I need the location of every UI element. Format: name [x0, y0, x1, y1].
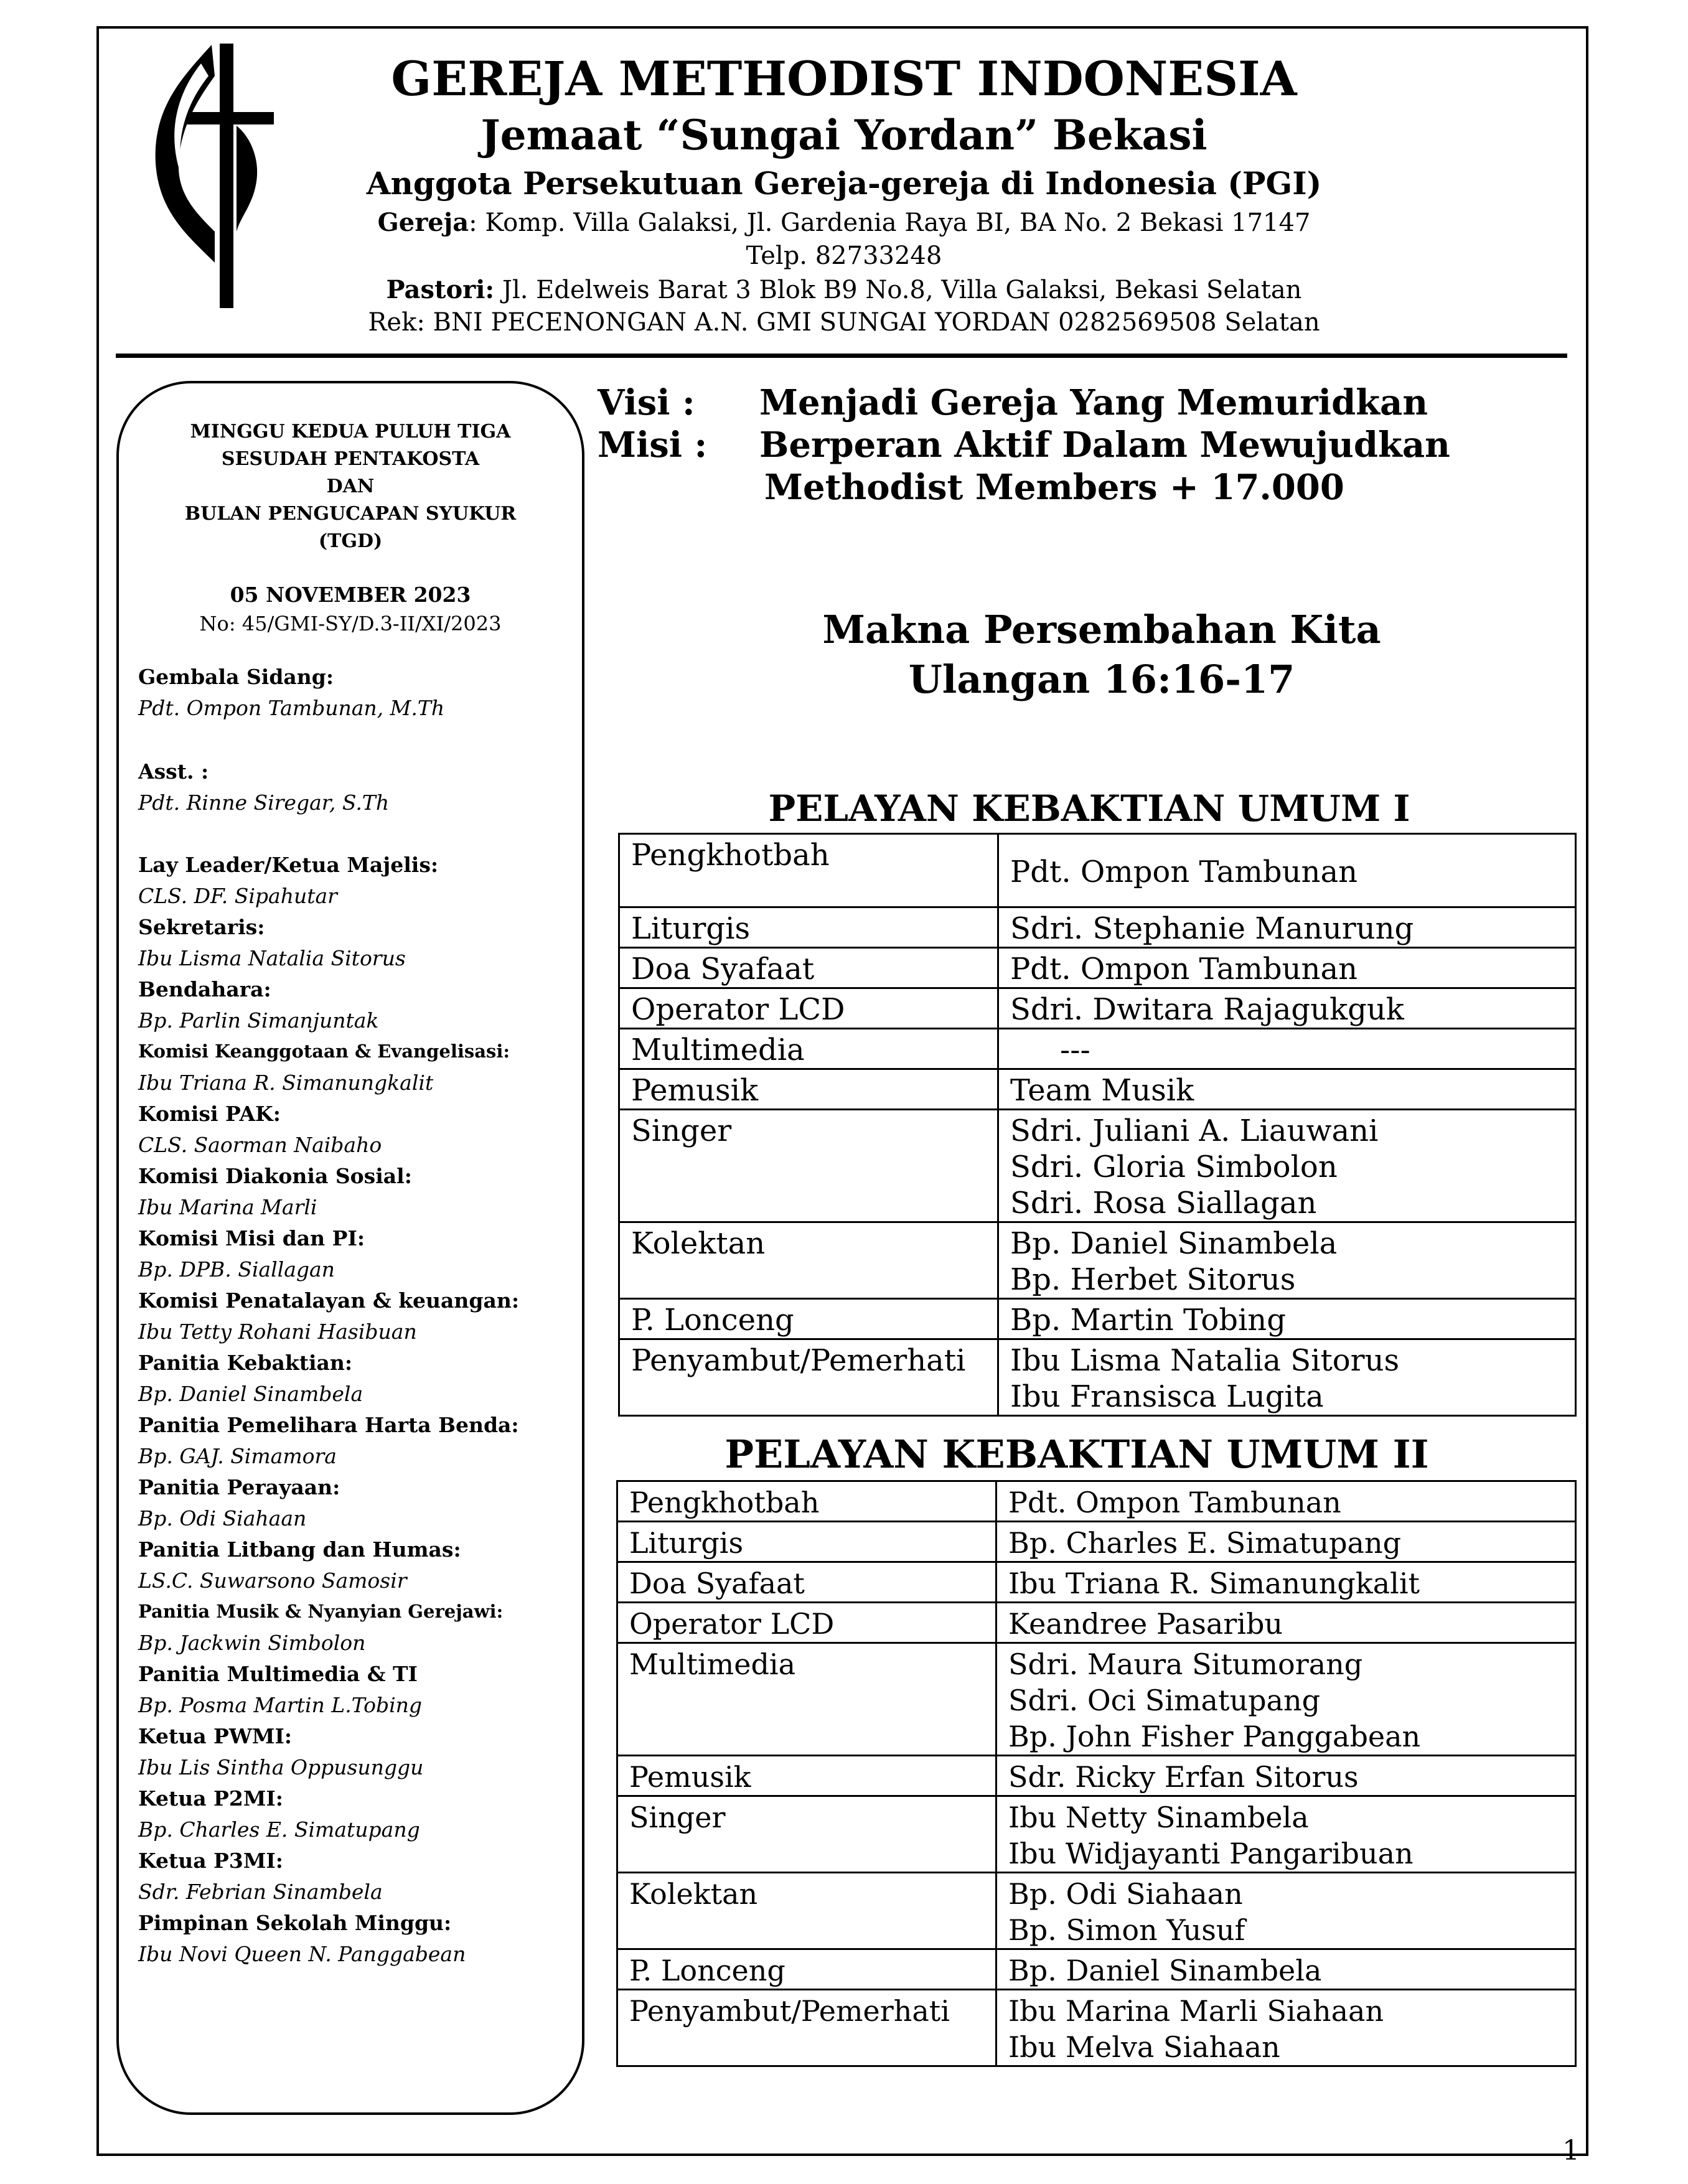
officer-name: Ibu Triana R. Simanungkalit — [138, 1071, 434, 1095]
names-cell — [996, 1481, 1576, 1522]
officer-title: Komisi Penatalayan & keuangan: — [138, 1288, 520, 1313]
bank-account-line: Rek: BNI PECENONGAN A.N. GMI SUNGAI YORDAN 0282569508 Selatan — [368, 308, 1320, 337]
names-cell — [998, 1069, 1576, 1110]
name-line: Ibu Triana R. Simanungkalit — [1008, 1567, 1420, 1600]
name-line: Ibu Marina Marli Siahaan — [1008, 1994, 1384, 2028]
names-cell — [998, 834, 1576, 907]
names-cell — [996, 1796, 1576, 1873]
officer-title: Pimpinan Sekolah Minggu: — [138, 1911, 452, 1935]
role-cell: Penyambut/Pemerhati — [619, 1339, 998, 1416]
vision-text: Menjadi Gereja Yang Memuridkan — [759, 382, 1428, 423]
parsonage-label: Pastori: — [386, 275, 495, 304]
officer-title: Panitia Litbang dan Humas: — [138, 1537, 461, 1562]
occasion-line: MINGGU KEDUA PULUH TIGA — [190, 421, 511, 443]
table-row — [617, 1643, 1576, 1756]
table-row — [619, 1069, 1576, 1110]
name-line: Bp. Charles E. Simatupang — [1008, 1526, 1402, 1560]
names-cell — [996, 1949, 1576, 1990]
name-line: Sdr. Ricky Erfan Sitorus — [1008, 1760, 1359, 1794]
role-cell: Operator LCD — [619, 988, 998, 1029]
officer-name: Pdt. Ompon Tambunan, M.Th — [138, 696, 445, 720]
name-line: Ibu Netty Sinambela — [1008, 1801, 1309, 1834]
table-row — [619, 1029, 1576, 1069]
occasion-line: BULAN PENGUCAPAN SYUKUR — [184, 503, 517, 525]
names-cell — [998, 948, 1576, 988]
officer-title: Panitia Pemelihara Harta Benda: — [138, 1413, 519, 1437]
names-cell — [998, 1339, 1576, 1416]
officer-title: Bendahara: — [138, 977, 271, 1001]
table-row — [619, 907, 1576, 948]
role-cell: Multimedia — [617, 1643, 996, 1756]
name-line: Bp. Herbet Sitorus — [1010, 1262, 1296, 1297]
mission-text-2: Methodist Members + 17.000 — [764, 467, 1344, 508]
table-row — [617, 1603, 1576, 1643]
officer-name: Ibu Tetty Rohani Hasibuan — [138, 1319, 417, 1344]
role-cell: Multimedia — [619, 1029, 998, 1069]
page-number: 1 — [1562, 2135, 1580, 2167]
name-line: Sdri. Juliani A. Liauwani — [1010, 1113, 1379, 1148]
officer-title: Gembala Sidang: — [138, 665, 334, 689]
officer-title: Komisi PAK: — [138, 1102, 281, 1126]
mission-label: Misi : — [598, 424, 708, 466]
table-row — [619, 1222, 1576, 1299]
names-cell — [998, 988, 1576, 1029]
table-row — [619, 988, 1576, 1029]
church-address-text: : Komp. Villa Galaksi, Jl. Gardenia Raya BI, BA No. 2 Bekasi 17147 — [469, 209, 1311, 237]
names-cell — [998, 1222, 1576, 1299]
names-cell — [996, 1643, 1576, 1756]
bulletin-number: No: 45/GMI-SY/D.3-II/XI/2023 — [199, 612, 502, 635]
officer-title: Panitia Perayaan: — [138, 1475, 340, 1499]
table-row — [619, 1110, 1576, 1222]
officer-name: Bp. Daniel Sinambela — [138, 1382, 363, 1406]
occasion-line: DAN — [326, 476, 375, 497]
role-cell: Penyambut/Pemerhati — [617, 1990, 996, 2066]
role-cell: P. Lonceng — [619, 1299, 998, 1339]
officer-name: Ibu Lisma Natalia Sitorus — [138, 946, 406, 970]
role-cell: Pemusik — [617, 1756, 996, 1796]
church-address-label: Gereja — [377, 208, 469, 237]
table-row — [617, 1796, 1576, 1873]
table-row — [619, 1299, 1576, 1339]
service1-table — [618, 833, 1577, 1417]
officer-name: Sdr. Febrian Sinambela — [138, 1880, 383, 1904]
name-line: Bp. Daniel Sinambela — [1010, 1226, 1338, 1261]
header-divider — [116, 354, 1567, 358]
officer-title: Panitia Multimedia & TI — [138, 1662, 418, 1686]
officer-title: Ketua P2MI: — [138, 1786, 283, 1811]
table-row — [617, 1990, 1576, 2066]
role-cell: Doa Syafaat — [617, 1562, 996, 1603]
role-cell: Kolektan — [619, 1222, 998, 1299]
occasion-line: (TGD) — [318, 530, 383, 552]
officer-title: Komisi Keanggotaan & Evangelisasi: — [138, 1041, 510, 1062]
names-cell — [996, 1603, 1576, 1643]
congregation-name: Jemaat “Sungai Yordan” Bekasi — [481, 111, 1207, 159]
names-cell — [996, 1522, 1576, 1562]
service1-heading: PELAYAN KEBAKTIAN UMUM I — [768, 787, 1410, 830]
role-cell: Doa Syafaat — [619, 948, 998, 988]
names-cell — [996, 1562, 1576, 1603]
name-line: Bp. John Fisher Panggabean — [1008, 1720, 1421, 1753]
name-line: Pdt. Ompon Tambunan — [1008, 1486, 1341, 1519]
name-line: Bp. Martin Tobing — [1010, 1303, 1286, 1338]
names-cell — [996, 1990, 1576, 2066]
sermon-verse: Ulangan 16:16-17 — [908, 657, 1295, 702]
occasion-line: SESUDAH PENTAKOSTA — [221, 448, 480, 470]
role-cell: Pengkhotbah — [617, 1481, 996, 1522]
name-line: Bp. Simon Yusuf — [1008, 1913, 1245, 1947]
role-cell: Liturgis — [619, 907, 998, 948]
name-line: Ibu Fransisca Lugita — [1010, 1379, 1324, 1414]
officer-title: Lay Leader/Ketua Majelis: — [138, 853, 439, 877]
officer-name: CLS. DF. Sipahutar — [138, 884, 337, 908]
officer-name: LS.C. Suwarsono Samosir — [138, 1568, 407, 1593]
table-row — [617, 1949, 1576, 1990]
name-line: Sdri. Maura Situmorang — [1008, 1647, 1363, 1681]
name-line: Sdri. Stephanie Manurung — [1010, 911, 1414, 946]
officer-title: Panitia Musik & Nyanyian Gerejawi: — [138, 1601, 504, 1622]
mission-text: Berperan Aktif Dalam Mewujudkan — [759, 424, 1450, 466]
name-line: Ibu Melva Siahaan — [1008, 2030, 1280, 2064]
parsonage-text: Jl. Edelweis Barat 3 Blok B9 No.8, Villa Galaksi, Bekasi Selatan — [494, 276, 1302, 304]
names-cell — [998, 1029, 1576, 1069]
table-row — [617, 1522, 1576, 1562]
name-line: Sdri. Rosa Siallagan — [1010, 1186, 1317, 1221]
name-line: Team Musik — [1010, 1073, 1194, 1108]
name-line: Pdt. Ompon Tambunan — [1010, 952, 1357, 987]
church-title: GEREJA METHODIST INDONESIA — [391, 51, 1297, 106]
names-cell — [998, 907, 1576, 948]
church-address — [0, 208, 1688, 237]
officer-title: Komisi Diakonia Sosial: — [138, 1164, 412, 1188]
sermon-theme: Makna Persembahan Kita — [822, 607, 1381, 652]
officer-name: Ibu Lis Sintha Oppusunggu — [138, 1755, 424, 1779]
vision-label: Visi : — [598, 382, 695, 423]
officer-title: Panitia Kebaktian: — [138, 1351, 353, 1375]
name-line: Keandree Pasaribu — [1008, 1607, 1283, 1641]
officer-name: Bp. Jackwin Simbolon — [138, 1631, 366, 1655]
role-cell: Operator LCD — [617, 1603, 996, 1643]
table-row — [617, 1873, 1576, 1949]
officer-title: Ketua P3MI: — [138, 1849, 283, 1873]
service2-heading: PELAYAN KEBAKTIAN UMUM II — [724, 1432, 1429, 1477]
parsonage-address — [0, 275, 1688, 304]
table-row — [619, 948, 1576, 988]
officer-title: Komisi Misi dan PI: — [138, 1226, 365, 1250]
officer-name: Bp. Posma Martin L.Tobing — [138, 1693, 423, 1717]
officer-name: Pdt. Rinne Siregar, S.Th — [138, 790, 390, 815]
name-line: Sdri. Oci Simatupang — [1008, 1684, 1321, 1717]
name-line: Sdri. Gloria Simbolon — [1010, 1150, 1338, 1184]
names-cell — [998, 1299, 1576, 1339]
names-cell — [996, 1756, 1576, 1796]
role-cell: Pengkhotbah — [619, 834, 998, 907]
name-line: Ibu Widjayanti Pangaribuan — [1008, 1837, 1414, 1870]
table-row — [619, 1339, 1576, 1416]
officer-name: Bp. GAJ. Simamora — [138, 1444, 337, 1468]
officer-title: Sekretaris: — [138, 915, 265, 939]
name-line: --- — [1060, 1033, 1090, 1067]
table-row — [617, 1756, 1576, 1796]
name-line: Pdt. Ompon Tambunan — [1010, 854, 1357, 889]
officer-name: CLS. Saorman Naibaho — [138, 1133, 382, 1157]
role-cell: Singer — [617, 1796, 996, 1873]
names-cell — [998, 1110, 1576, 1222]
membership-line: Anggota Persekutuan Gereja-gereja di Indonesia (PGI) — [366, 165, 1322, 202]
name-line: Bp. Daniel Sinambela — [1008, 1954, 1322, 1987]
role-cell: Singer — [619, 1110, 998, 1222]
officer-name: Bp. DPB. Siallagan — [138, 1257, 335, 1282]
officer-title: Asst. : — [138, 759, 209, 784]
role-cell: P. Lonceng — [617, 1949, 996, 1990]
service2-table — [616, 1480, 1577, 2067]
phone-line: Telp. 82733248 — [746, 241, 942, 270]
officer-name: Bp. Parlin Simanjuntak — [138, 1008, 379, 1033]
role-cell: Pemusik — [619, 1069, 998, 1110]
table-row — [619, 834, 1576, 907]
name-line: Bp. Odi Siahaan — [1008, 1877, 1243, 1911]
table-row — [617, 1562, 1576, 1603]
role-cell: Kolektan — [617, 1873, 996, 1949]
names-cell — [996, 1873, 1576, 1949]
table-row — [617, 1481, 1576, 1522]
name-line: Sdri. Dwitara Rajagukguk — [1010, 992, 1404, 1027]
officer-name: Bp. Charles E. Simatupang — [138, 1817, 420, 1842]
bulletin-date: 05 NOVEMBER 2023 — [230, 583, 471, 607]
officer-title: Ketua PWMI: — [138, 1724, 293, 1748]
name-line: Ibu Lisma Natalia Sitorus — [1010, 1343, 1400, 1378]
officer-name: Ibu Novi Queen N. Panggabean — [138, 1942, 466, 1966]
role-cell: Liturgis — [617, 1522, 996, 1562]
officer-name: Bp. Odi Siahaan — [138, 1506, 307, 1530]
officer-name: Ibu Marina Marli — [138, 1195, 317, 1219]
